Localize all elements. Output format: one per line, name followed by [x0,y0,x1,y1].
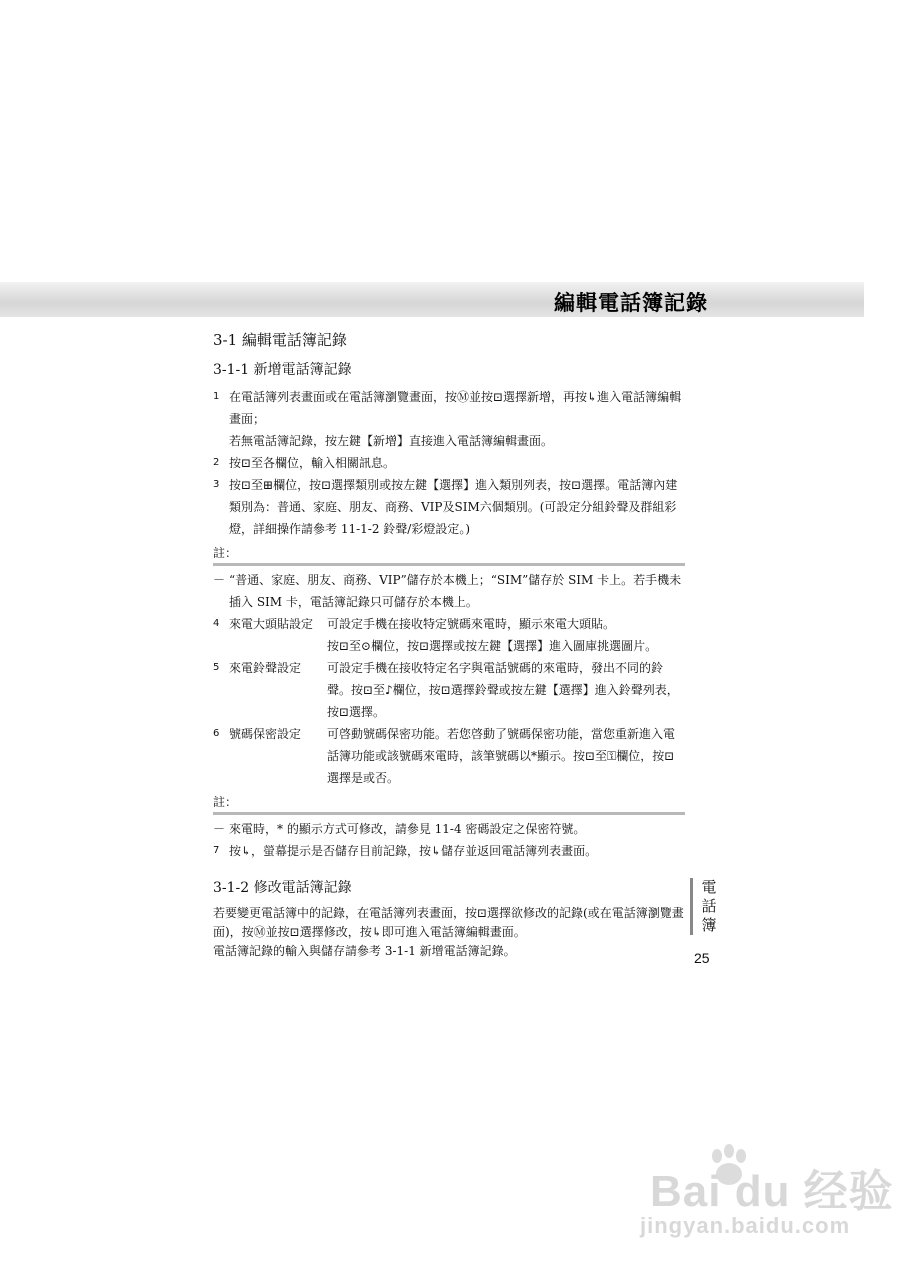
section-title: 3-1 編輯電話簿記錄 [213,331,347,349]
setting-name: 來電大頭貼設定 [229,617,314,631]
chapter-side-tab [690,878,721,935]
setting-name: 來電鈴聲設定 [229,661,302,675]
step-text: 在電話簿列表畫面或在電話簿瀏覽畫面，按Ⓜ並按⊡選擇新增，再按↳進入電話簿編輯畫面； [229,390,682,426]
step-text: 按⊡至各欄位，輸入相關訊息。 [229,456,396,470]
subsection-title-add: 3-1-1 新增電話簿記錄 [213,362,352,378]
step-number: 2 [213,457,220,468]
step-item [213,474,685,540]
watermark-logo: Bai du 经验 [650,1167,894,1216]
note-dash: － [213,822,226,836]
note-row [213,569,685,613]
step-number: 4 [213,618,220,629]
step-number: 7 [213,845,220,856]
page-content [213,328,685,961]
setting-description-line: 可設定手機在接收特定號碼來電時，顯示來電大頭貼。 [327,617,616,631]
chapter-header-title: 編輯電話簿記錄 [554,290,708,315]
setting-description-line: 按⊡至⊙欄位，按⊡選擇或按左鍵【選擇】進入圖庫挑選圖片。 [327,639,658,653]
setting-description [327,613,685,657]
note-heading: 註： [213,544,685,566]
settings-table [213,613,685,789]
setting-description: 可啓動號碼保密功能。若您啓動了號碼保密功能，當您重新進入電話簿功能或該號碼來電時，該筆號碼以*顯示。按⊡至⚿欄位，按⊡選擇是或否。 [327,727,676,785]
step-number: 1 [213,391,220,402]
setting-description: 可設定手機在接收特定名字與電話號碼的來電時，發出不同的鈴聲。按⊡至♪欄位，按⊡選擇鈴聲或按左鍵【選擇】進入鈴聲列表，按⊡選擇。 [327,661,679,719]
side-tab-char: 電 [701,878,717,896]
step-number: 3 [213,479,220,490]
note-row [213,818,685,840]
step-number: 5 [213,662,220,673]
watermark-url: jingyan.baidu.com [640,1213,851,1238]
note-text: “普通、家庭、朋友、商務、VIP”儲存於本機上；“SIM”儲存於 SIM 卡上。若手機未插入 SIM 卡，電話簿記錄只可儲存於本機上。 [229,573,682,609]
subsection-title-edit: 3-1-2 修改電話簿記錄 [213,880,352,896]
chapter-header-bar [0,282,864,317]
step-text: 按↳，螢幕提示是否儲存目前記錄，按↳儲存並返回電話簿列表畫面。 [229,844,598,858]
step-item [213,452,685,474]
step-continuation: 若無電話簿記錄，按左鍵【新增】直接進入電話簿編輯畫面。 [229,434,554,448]
step-number: 6 [213,728,220,739]
note-dash: － [213,573,226,587]
paragraph: 若要變更電話簿中的記錄，在電話簿列表畫面，按⊡選擇欲修改的記錄(或在電話簿瀏覽畫面)，按Ⓜ並按⊡選擇修改，按↳即可進入電話簿編輯畫面。 [213,906,684,939]
step-text: 按⊡至⊞欄位，按⊡選擇類別或按左鍵【選擇】進入類別列表，按⊡選擇。電話簿內建類別為：普通、家庭、朋友、商務、VIP及SIM六個類別。(可設定分組鈴聲及群組彩燈，詳細操作請參考 11-1-2 鈴聲/彩燈設定。) [229,478,678,536]
note-text: 來電時，* 的顯示方式可修改，請參見 11-4 密碼設定之保密符號。 [229,822,586,836]
side-tab-char: 簿 [701,916,717,934]
step-item [213,840,685,862]
setting-name: 號碼保密設定 [229,727,302,741]
note-heading: 註： [213,793,685,815]
paragraph: 電話簿記錄的輸入與儲存請參考 3-1-1 新增電話簿記錄。 [213,944,516,958]
page-number: 25 [694,950,710,966]
side-tab-char: 話 [701,897,717,915]
step-item [213,386,685,430]
